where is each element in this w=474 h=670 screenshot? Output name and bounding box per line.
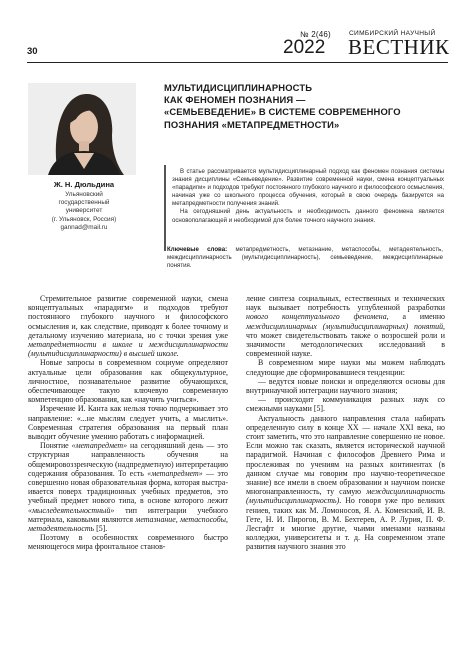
- article-title: [164, 82, 444, 131]
- affiliation-line: государственный: [58, 199, 110, 207]
- page-number: 30: [27, 46, 38, 57]
- affiliation-line: (г. Ульяновск, Россия): [51, 215, 117, 223]
- issue-year: 2022: [283, 37, 326, 58]
- abstract-paragraph: На сегодняшний день актуальность и необходимость данного феномена является основополагающей и необходимой для более точного научного знания.: [172, 208, 444, 224]
- paragraph: В современном мире науки мы можем наблюдать следующие две сформировавшиеся тенденции:: [246, 358, 445, 377]
- author-photo: [28, 83, 136, 175]
- affiliation-line: университет: [65, 207, 103, 215]
- journal-subtitle: СИМБИРСКИЙ НАУЧНЫЙ: [349, 30, 436, 37]
- title-line: ПОЗНАНИЯ «МЕТАПРЕДМЕТНОСТИ»: [164, 118, 340, 130]
- paragraph: ление синтеза социальных, естественных и технических наук вызывает потребность углубленной разработки нового концептуального феномена, а именно междисциплинарных (мультидисциплинарных) понятий, что может свидетельствовать также о возросшей роли и значимости методологических исследований в современной науке.: [246, 294, 445, 359]
- body-column-right: [246, 294, 445, 552]
- body-column-left: [28, 294, 228, 552]
- keywords: [167, 246, 443, 270]
- title-line: «СЕМЬЕВЕДЕНИЕ» В СИСТЕМЕ СОВРЕМЕННОГО: [164, 106, 401, 118]
- keywords-label: Ключевые слова:: [167, 246, 228, 253]
- affiliation-line: Ульяновский: [65, 191, 103, 198]
- paragraph: — происходит коммуникация разных наук со смежными науками [5].: [246, 395, 445, 414]
- title-line: КАК ФЕНОМЕН ПОЗНАНИЯ —: [164, 94, 306, 106]
- paragraph: Стремительное развитие современной науки, смена концептуальных «парадигм» и подходов требуют постоянного глубокого научного и философского осмысления и, как следствие, приводят к более точному и детальному изучению материала, но с точки зрения уже метапредметности в школе и междисциплинарности (мультидисциплинарности) в высшей школе.: [28, 294, 228, 359]
- paragraph: Понятие «метапредмет» на сегодняшний день — это структурная направленность обучения на общемировоззренческую (надпредметную) интерпретацию содержания образования. То есть «метапредмет» — это совершенно новая образовательная форма, которая выстраивается поверх традиционных учебных предметов, это учебный предмет нового типа, в основе которого лежит «мыследеятельностный» тип интеграции учебного материала, каковыми являются метазнание, метаспособы, метадеятельность [5].: [28, 441, 228, 534]
- author-affiliation: [28, 191, 140, 232]
- journal-title: ВЕСТНИК: [348, 35, 450, 59]
- abstract-paragraph: В статье рассматривается мультидисциплинарный подход как феномен познания системы знания дисциплины «Семьеведение». Развитие современной науки, смена концептуальных «парадигм» и подходов требуют постоянного глубокого научного и философского осмысления, начиная уже со школьного процесса обучения, который в свою очередь базируется на метапредметности получения знаний.: [172, 168, 444, 208]
- paragraph: Поэтому в особенностях современного быстро меняющегося мира фронтальное станов-: [28, 533, 228, 552]
- title-line: МУЛЬТИДИСЦИПЛИНАРНОСТЬ: [164, 82, 313, 93]
- keywords-list: метапредметность, метазнание, метаспособы, метадеятельность, междисциплинарность (мультидисциплинарность), семьеведение, междисциплинарные понятия.: [167, 246, 443, 270]
- paragraph: Изречение И. Канта как нельзя точно подчеркивает это направление: «...не мыслям следует учить, а мыслить». Современная стратегия образования на первый план выводит обучение умению работать с информацией.: [28, 404, 228, 442]
- abstract: [172, 168, 444, 225]
- paragraph: Новые запросы в современном социуме определяют актуальные цели образования как общекультурное, личностное, познавательное развитие обучающихся, обеспечивающее такую ключевую современную компетенцию образования, как «научить учиться».: [28, 358, 228, 405]
- author-name: Ж. Н. Дюльдина: [53, 180, 115, 189]
- paragraph: Актуальность данного направления стала набирать определенную силу в конце XX — начале XXI века, но стоит заметить, что это направление совершенно не новое. Если можно так сказать, является исторической научной парадигмой. Начиная с философов Древнего Рима и прослеживая по учениям на разных континентах (в данном случае мы говорим про научно-теоретическое знание) все имели в своем образовании и научном поиске многонаправленность, ту самую междисциплинарность (мультидисциплинарность). Но говоря уже про великих гениев, таких как М. Ломоносов, Я. А. Коменский, И. В. Гете, Н. И. Пирогов, В. М. Бехтерев, А. Р. Лурия, П. Ф. Лесгафт и многие другие, чьими именами названы колледжи, университеты и т. д. На современном этапе развития научного знания это: [246, 413, 445, 552]
- author-email[interactable]: gannad@mail.ru: [60, 223, 108, 231]
- issue-number: № 2(46): [300, 30, 331, 39]
- paragraph: — ведутся новые поиски и определяются основы для внутринаучной интеграции научного знания;: [246, 376, 445, 396]
- header-rule: [27, 62, 448, 63]
